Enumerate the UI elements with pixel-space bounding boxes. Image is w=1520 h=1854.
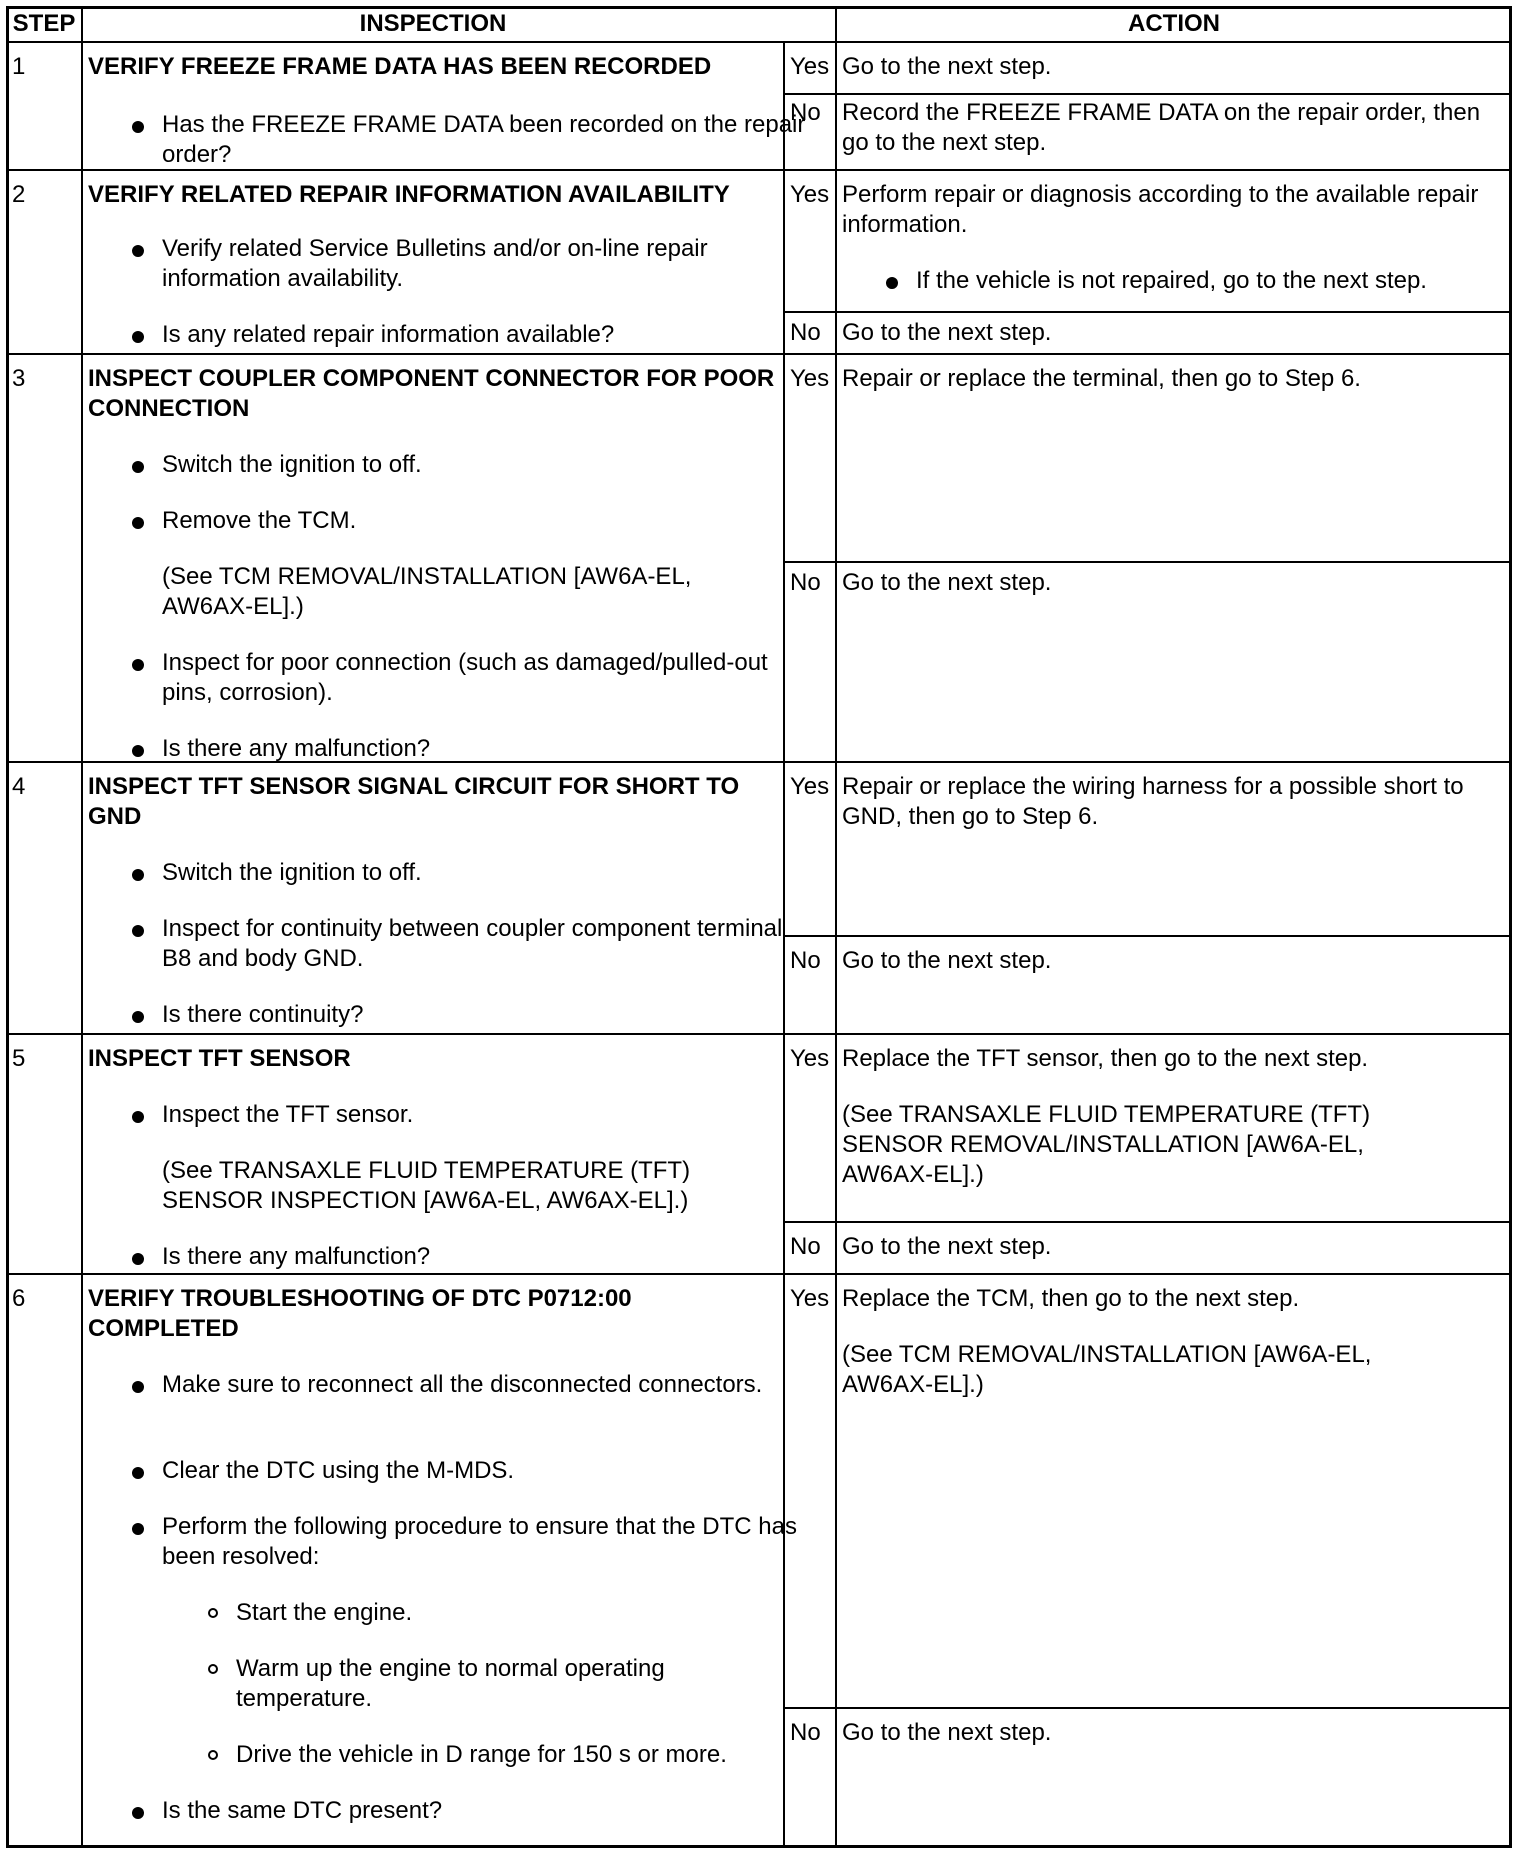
bullet-icon xyxy=(132,245,144,257)
no-action: Go to the next step. xyxy=(842,947,1052,974)
no-action: Record the FREEZE FRAME DATA on the repair order, then go to the next step. xyxy=(842,99,1481,156)
list-item: Clear the DTC using the M-MDS. xyxy=(132,1456,808,1486)
list-item: Is the same DTC present? xyxy=(132,1796,808,1826)
list-item: Make sure to reconnect all the disconnected connectors. xyxy=(132,1370,808,1400)
bullet-icon xyxy=(132,1381,144,1393)
no-action: Go to the next step. xyxy=(842,319,1052,346)
step-number: 4 xyxy=(12,773,26,800)
no-label: No xyxy=(790,569,821,596)
step-title: VERIFY FREEZE FRAME DATA HAS BEEN RECORDED xyxy=(88,53,712,80)
bullet-icon xyxy=(132,1253,144,1265)
yes-label: Yes xyxy=(790,53,830,80)
header-step: STEP xyxy=(12,10,76,37)
troubleshooting-table xyxy=(6,6,1512,1848)
yes-action: Perform repair or diagnosis according to the available repair information. xyxy=(842,181,1479,238)
no-label: No xyxy=(790,1233,821,1260)
step-title: INSPECT COUPLER COMPONENT CONNECTOR FOR POOR CONNECTION xyxy=(88,365,775,422)
bullet-icon xyxy=(132,331,144,343)
list-item: Has the FREEZE FRAME DATA been recorded on the repair order? xyxy=(132,110,808,170)
step-title: VERIFY RELATED REPAIR INFORMATION AVAILABILITY xyxy=(88,181,730,208)
list-item: Remove the TCM. xyxy=(132,506,808,536)
reference-note: (See TCM REMOVAL/INSTALLATION [AW6A-EL, AW6AX-EL].) xyxy=(842,1341,1372,1398)
sub-list-item: Warm up the engine to normal operating temperature. xyxy=(208,1654,796,1714)
bullet-icon xyxy=(132,659,144,671)
circle-bullet-icon xyxy=(208,1750,218,1760)
list-item: If the vehicle is not repaired, go to the next step. xyxy=(886,266,1520,296)
step-number: 3 xyxy=(12,365,26,392)
yes-action: Repair or replace the terminal, then go to Step 6. xyxy=(842,365,1361,392)
yes-action: Replace the TFT sensor, then go to the next step. xyxy=(842,1045,1369,1072)
yes-action: Replace the TCM, then go to the next step. xyxy=(842,1285,1300,1312)
bullet-icon xyxy=(132,1523,144,1535)
no-label: No xyxy=(790,1719,821,1746)
circle-bullet-icon xyxy=(208,1608,218,1618)
header-action: ACTION xyxy=(1128,10,1220,37)
yes-label: Yes xyxy=(790,181,830,208)
step-number: 5 xyxy=(12,1045,26,1072)
no-action: Go to the next step. xyxy=(842,1719,1052,1746)
step-number: 2 xyxy=(12,181,26,208)
list-item: Verify related Service Bulletins and/or on-line repair information availability. xyxy=(132,234,808,294)
yes-label: Yes xyxy=(790,1045,830,1072)
yes-label: Yes xyxy=(790,365,830,392)
yes-label: Yes xyxy=(790,1285,830,1312)
no-label: No xyxy=(790,319,821,346)
bullet-icon xyxy=(132,1467,144,1479)
bullet-icon xyxy=(132,121,144,133)
bullet-icon xyxy=(132,461,144,473)
step-number: 6 xyxy=(12,1285,26,1312)
reference-note: (See TCM REMOVAL/INSTALLATION [AW6A-EL, AW6AX-EL].) xyxy=(162,563,692,620)
step-title: INSPECT TFT SENSOR SIGNAL CIRCUIT FOR SHORT TO GND xyxy=(88,773,740,830)
list-item: Is there any malfunction? xyxy=(132,1242,808,1272)
list-item: Inspect for continuity between coupler component terminal B8 and body GND. xyxy=(132,914,808,974)
list-item: Inspect for poor connection (such as damaged/pulled-out pins, corrosion). xyxy=(132,648,808,708)
step-number: 1 xyxy=(12,53,26,80)
list-item: Inspect the TFT sensor. xyxy=(132,1100,808,1130)
list-item: Is there any malfunction? xyxy=(132,734,808,764)
bullet-icon xyxy=(132,925,144,937)
bullet-icon xyxy=(132,1111,144,1123)
list-item: Is any related repair information available? xyxy=(132,320,808,350)
reference-note: (See TRANSAXLE FLUID TEMPERATURE (TFT) SENSOR INSPECTION [AW6A-EL, AW6AX-EL].) xyxy=(162,1157,691,1214)
yes-action: Repair or replace the wiring harness for a possible short to GND, then go to Step 6. xyxy=(842,773,1464,830)
sub-list-item: Drive the vehicle in D range for 150 s or more. xyxy=(208,1740,796,1770)
header-inspection: INSPECTION xyxy=(359,10,507,37)
list-item: Is there continuity? xyxy=(132,1000,808,1030)
bullet-icon xyxy=(132,1011,144,1023)
bullet-icon xyxy=(132,1807,144,1819)
bullet-icon xyxy=(132,745,144,757)
reference-note: (See TRANSAXLE FLUID TEMPERATURE (TFT) SENSOR REMOVAL/INSTALLATION [AW6A-EL, AW6AX-EL].) xyxy=(842,1101,1371,1188)
step-title: VERIFY TROUBLESHOOTING OF DTC P0712:00 COMPLETED xyxy=(88,1285,632,1342)
sub-list-item: Start the engine. xyxy=(208,1598,796,1628)
bullet-icon xyxy=(132,869,144,881)
no-label: No xyxy=(790,947,821,974)
yes-label: Yes xyxy=(790,773,830,800)
bullet-icon xyxy=(886,277,898,289)
step-title: INSPECT TFT SENSOR xyxy=(88,1045,351,1072)
yes-action: Go to the next step. xyxy=(842,53,1052,80)
list-item: Perform the following procedure to ensure that the DTC has been resolved: xyxy=(132,1512,808,1572)
no-action: Go to the next step. xyxy=(842,569,1052,596)
list-item: Switch the ignition to off. xyxy=(132,450,808,480)
list-item: Switch the ignition to off. xyxy=(132,858,808,888)
bullet-icon xyxy=(132,517,144,529)
circle-bullet-icon xyxy=(208,1664,218,1674)
no-label: No xyxy=(790,99,821,126)
no-action: Go to the next step. xyxy=(842,1233,1052,1260)
